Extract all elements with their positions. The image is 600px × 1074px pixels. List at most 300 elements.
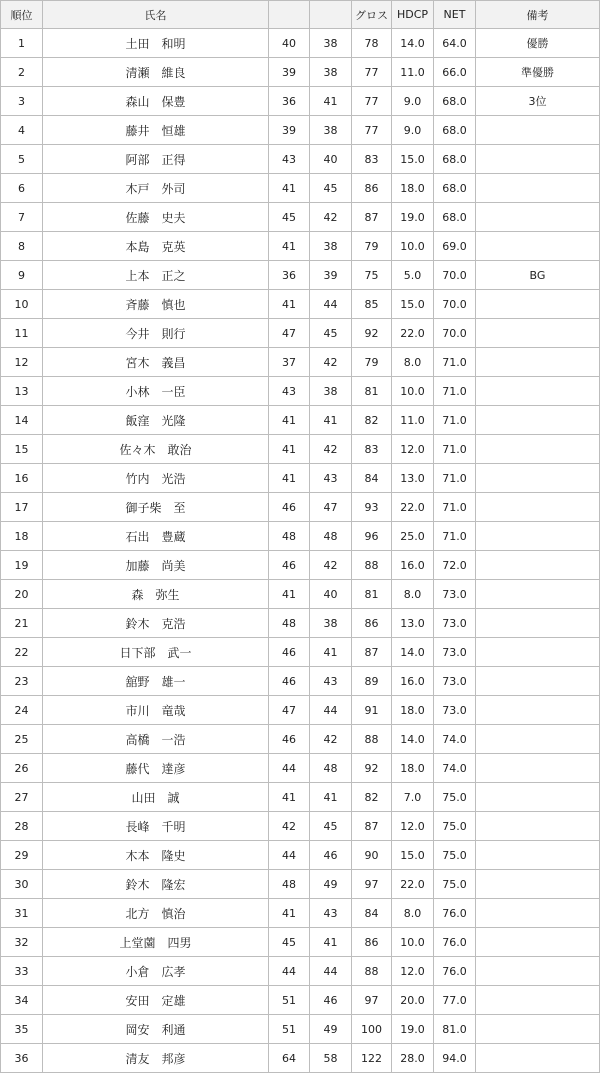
in-score-cell: 46 [310, 986, 352, 1015]
in-score-cell: 41 [310, 638, 352, 667]
net-cell: 81.0 [434, 1015, 476, 1044]
in-score-cell: 43 [310, 464, 352, 493]
out-score-cell: 48 [269, 609, 310, 638]
gross-cell: 92 [352, 754, 392, 783]
in-score-cell: 41 [310, 406, 352, 435]
table-row [1, 58, 600, 87]
out-score-cell: 44 [269, 841, 310, 870]
name-cell: 上堂薗 四男 [43, 928, 269, 957]
hdcp-cell: 20.0 [392, 986, 434, 1015]
notes-cell [476, 812, 600, 841]
rank-cell: 19 [1, 551, 43, 580]
out-score-cell: 41 [269, 435, 310, 464]
gross-cell: 77 [352, 116, 392, 145]
hdcp-cell: 15.0 [392, 290, 434, 319]
gross-cell: 84 [352, 464, 392, 493]
out-score-cell: 44 [269, 754, 310, 783]
net-cell: 68.0 [434, 203, 476, 232]
gross-cell: 86 [352, 609, 392, 638]
hdcp-cell: 14.0 [392, 725, 434, 754]
name-cell: 加藤 尚美 [43, 551, 269, 580]
hdcp-cell: 10.0 [392, 232, 434, 261]
notes-cell [476, 203, 600, 232]
in-score-cell: 40 [310, 145, 352, 174]
gross-cell: 88 [352, 725, 392, 754]
name-cell: 宮木 義昌 [43, 348, 269, 377]
notes-cell [476, 493, 600, 522]
rank-cell: 12 [1, 348, 43, 377]
gross-cell: 82 [352, 783, 392, 812]
table-row [1, 116, 600, 145]
hdcp-cell: 25.0 [392, 522, 434, 551]
name-cell: 小林 一臣 [43, 377, 269, 406]
rank-cell: 17 [1, 493, 43, 522]
hdcp-cell: 14.0 [392, 29, 434, 58]
name-cell: 土田 和明 [43, 29, 269, 58]
table-row [1, 1044, 600, 1073]
gross-cell: 96 [352, 522, 392, 551]
in-score-cell: 49 [310, 870, 352, 899]
table-header [1, 1, 600, 29]
hdcp-cell: 16.0 [392, 551, 434, 580]
table-row [1, 783, 600, 812]
hdcp-cell: 9.0 [392, 87, 434, 116]
in-score-cell: 45 [310, 319, 352, 348]
hdcp-cell: 22.0 [392, 493, 434, 522]
notes-cell [476, 435, 600, 464]
gross-cell: 122 [352, 1044, 392, 1073]
hdcp-cell: 7.0 [392, 783, 434, 812]
name-cell: 木戸 外司 [43, 174, 269, 203]
in-score-cell: 49 [310, 1015, 352, 1044]
rank-cell: 28 [1, 812, 43, 841]
header-notes: 備考 [476, 1, 600, 29]
in-score-cell: 48 [310, 522, 352, 551]
hdcp-cell: 8.0 [392, 580, 434, 609]
out-score-cell: 43 [269, 377, 310, 406]
gross-cell: 97 [352, 986, 392, 1015]
name-cell: 鈴木 克浩 [43, 609, 269, 638]
gross-cell: 91 [352, 696, 392, 725]
rank-cell: 11 [1, 319, 43, 348]
header-out [269, 1, 310, 29]
table-row [1, 87, 600, 116]
in-score-cell: 42 [310, 435, 352, 464]
hdcp-cell: 10.0 [392, 377, 434, 406]
rank-cell: 22 [1, 638, 43, 667]
hdcp-cell: 12.0 [392, 957, 434, 986]
net-cell: 75.0 [434, 812, 476, 841]
notes-cell: BG [476, 261, 600, 290]
in-score-cell: 41 [310, 928, 352, 957]
notes-cell [476, 986, 600, 1015]
net-cell: 69.0 [434, 232, 476, 261]
table-row [1, 522, 600, 551]
table-row [1, 957, 600, 986]
net-cell: 77.0 [434, 986, 476, 1015]
hdcp-cell: 28.0 [392, 1044, 434, 1073]
name-cell: 森 弥生 [43, 580, 269, 609]
gross-cell: 83 [352, 435, 392, 464]
table-row [1, 319, 600, 348]
gross-cell: 85 [352, 290, 392, 319]
out-score-cell: 47 [269, 696, 310, 725]
net-cell: 71.0 [434, 464, 476, 493]
out-score-cell: 41 [269, 899, 310, 928]
net-cell: 68.0 [434, 116, 476, 145]
name-cell: 清友 邦彦 [43, 1044, 269, 1073]
notes-cell [476, 551, 600, 580]
in-score-cell: 43 [310, 667, 352, 696]
table-row [1, 1015, 600, 1044]
net-cell: 73.0 [434, 609, 476, 638]
out-score-cell: 45 [269, 928, 310, 957]
table-row [1, 464, 600, 493]
notes-cell: 3位 [476, 87, 600, 116]
name-cell: 藤井 恒雄 [43, 116, 269, 145]
table-row [1, 986, 600, 1015]
gross-cell: 93 [352, 493, 392, 522]
rank-cell: 27 [1, 783, 43, 812]
in-score-cell: 42 [310, 203, 352, 232]
rank-cell: 30 [1, 870, 43, 899]
hdcp-cell: 12.0 [392, 435, 434, 464]
table-row [1, 638, 600, 667]
out-score-cell: 39 [269, 116, 310, 145]
hdcp-cell: 18.0 [392, 174, 434, 203]
out-score-cell: 44 [269, 957, 310, 986]
out-score-cell: 48 [269, 870, 310, 899]
in-score-cell: 44 [310, 696, 352, 725]
gross-cell: 88 [352, 957, 392, 986]
name-cell: 岡安 利通 [43, 1015, 269, 1044]
table-row [1, 29, 600, 58]
hdcp-cell: 9.0 [392, 116, 434, 145]
header-in [310, 1, 352, 29]
hdcp-cell: 15.0 [392, 841, 434, 870]
name-cell: 山田 誠 [43, 783, 269, 812]
table-row [1, 725, 600, 754]
net-cell: 73.0 [434, 696, 476, 725]
net-cell: 71.0 [434, 435, 476, 464]
in-score-cell: 38 [310, 377, 352, 406]
name-cell: 今井 則行 [43, 319, 269, 348]
gross-cell: 79 [352, 348, 392, 377]
out-score-cell: 46 [269, 551, 310, 580]
rank-cell: 35 [1, 1015, 43, 1044]
rank-cell: 36 [1, 1044, 43, 1073]
hdcp-cell: 12.0 [392, 812, 434, 841]
out-score-cell: 51 [269, 1015, 310, 1044]
gross-cell: 87 [352, 203, 392, 232]
hdcp-cell: 22.0 [392, 870, 434, 899]
out-score-cell: 47 [269, 319, 310, 348]
name-cell: 日下部 武一 [43, 638, 269, 667]
notes-cell [476, 899, 600, 928]
net-cell: 71.0 [434, 406, 476, 435]
rank-cell: 1 [1, 29, 43, 58]
notes-cell [476, 725, 600, 754]
in-score-cell: 47 [310, 493, 352, 522]
gross-cell: 82 [352, 406, 392, 435]
rank-cell: 15 [1, 435, 43, 464]
table-row [1, 841, 600, 870]
in-score-cell: 48 [310, 754, 352, 783]
net-cell: 73.0 [434, 667, 476, 696]
hdcp-cell: 19.0 [392, 1015, 434, 1044]
gross-cell: 100 [352, 1015, 392, 1044]
in-score-cell: 58 [310, 1044, 352, 1073]
table-row [1, 493, 600, 522]
in-score-cell: 39 [310, 261, 352, 290]
header-rank: 順位 [1, 1, 43, 29]
name-cell: 佐藤 史夫 [43, 203, 269, 232]
gross-cell: 84 [352, 899, 392, 928]
rank-cell: 4 [1, 116, 43, 145]
out-score-cell: 37 [269, 348, 310, 377]
net-cell: 76.0 [434, 899, 476, 928]
notes-cell [476, 638, 600, 667]
name-cell: 木本 隆史 [43, 841, 269, 870]
header-row [1, 1, 600, 29]
net-cell: 70.0 [434, 261, 476, 290]
notes-cell [476, 580, 600, 609]
out-score-cell: 43 [269, 145, 310, 174]
net-cell: 73.0 [434, 638, 476, 667]
net-cell: 71.0 [434, 348, 476, 377]
rank-cell: 29 [1, 841, 43, 870]
name-cell: 北方 慎治 [43, 899, 269, 928]
hdcp-cell: 22.0 [392, 319, 434, 348]
rank-cell: 10 [1, 290, 43, 319]
table-row [1, 145, 600, 174]
name-cell: 森山 保豊 [43, 87, 269, 116]
in-score-cell: 44 [310, 957, 352, 986]
rank-cell: 26 [1, 754, 43, 783]
notes-cell [476, 1015, 600, 1044]
hdcp-cell: 18.0 [392, 754, 434, 783]
gross-cell: 83 [352, 145, 392, 174]
hdcp-cell: 19.0 [392, 203, 434, 232]
gross-cell: 88 [352, 551, 392, 580]
table-row [1, 435, 600, 464]
out-score-cell: 41 [269, 406, 310, 435]
out-score-cell: 39 [269, 58, 310, 87]
notes-cell [476, 406, 600, 435]
header-net: NET [434, 1, 476, 29]
in-score-cell: 38 [310, 609, 352, 638]
name-cell: 安田 定雄 [43, 986, 269, 1015]
hdcp-cell: 16.0 [392, 667, 434, 696]
hdcp-cell: 18.0 [392, 696, 434, 725]
notes-cell [476, 841, 600, 870]
gross-cell: 75 [352, 261, 392, 290]
rank-cell: 8 [1, 232, 43, 261]
net-cell: 75.0 [434, 870, 476, 899]
gross-cell: 87 [352, 638, 392, 667]
name-cell: 飯窪 光隆 [43, 406, 269, 435]
name-cell: 清瀬 維良 [43, 58, 269, 87]
table-row [1, 696, 600, 725]
net-cell: 74.0 [434, 725, 476, 754]
in-score-cell: 38 [310, 232, 352, 261]
table-row [1, 609, 600, 638]
notes-cell [476, 522, 600, 551]
notes-cell [476, 116, 600, 145]
net-cell: 71.0 [434, 377, 476, 406]
out-score-cell: 46 [269, 638, 310, 667]
gross-cell: 92 [352, 319, 392, 348]
notes-cell [476, 783, 600, 812]
rank-cell: 3 [1, 87, 43, 116]
hdcp-cell: 13.0 [392, 464, 434, 493]
table-row [1, 261, 600, 290]
table-row [1, 406, 600, 435]
out-score-cell: 46 [269, 725, 310, 754]
rank-cell: 2 [1, 58, 43, 87]
in-score-cell: 46 [310, 841, 352, 870]
rank-cell: 25 [1, 725, 43, 754]
out-score-cell: 36 [269, 261, 310, 290]
gross-cell: 78 [352, 29, 392, 58]
rank-cell: 6 [1, 174, 43, 203]
out-score-cell: 41 [269, 464, 310, 493]
gross-cell: 89 [352, 667, 392, 696]
hdcp-cell: 11.0 [392, 58, 434, 87]
gross-cell: 97 [352, 870, 392, 899]
hdcp-cell: 15.0 [392, 145, 434, 174]
table-row [1, 290, 600, 319]
name-cell: 藤代 達彦 [43, 754, 269, 783]
hdcp-cell: 5.0 [392, 261, 434, 290]
net-cell: 71.0 [434, 522, 476, 551]
net-cell: 76.0 [434, 957, 476, 986]
hdcp-cell: 11.0 [392, 406, 434, 435]
out-score-cell: 51 [269, 986, 310, 1015]
name-cell: 上本 正之 [43, 261, 269, 290]
out-score-cell: 41 [269, 174, 310, 203]
rank-cell: 24 [1, 696, 43, 725]
net-cell: 70.0 [434, 290, 476, 319]
rank-cell: 32 [1, 928, 43, 957]
net-cell: 76.0 [434, 928, 476, 957]
name-cell: 石出 豊蔵 [43, 522, 269, 551]
name-cell: 阿部 正得 [43, 145, 269, 174]
gross-cell: 86 [352, 928, 392, 957]
hdcp-cell: 8.0 [392, 899, 434, 928]
table-row [1, 928, 600, 957]
rank-cell: 18 [1, 522, 43, 551]
net-cell: 71.0 [434, 493, 476, 522]
table-row [1, 348, 600, 377]
notes-cell [476, 609, 600, 638]
net-cell: 75.0 [434, 841, 476, 870]
in-score-cell: 42 [310, 551, 352, 580]
rank-cell: 31 [1, 899, 43, 928]
net-cell: 68.0 [434, 145, 476, 174]
net-cell: 72.0 [434, 551, 476, 580]
rank-cell: 16 [1, 464, 43, 493]
in-score-cell: 44 [310, 290, 352, 319]
in-score-cell: 41 [310, 783, 352, 812]
net-cell: 70.0 [434, 319, 476, 348]
in-score-cell: 38 [310, 58, 352, 87]
table-row [1, 203, 600, 232]
hdcp-cell: 13.0 [392, 609, 434, 638]
notes-cell [476, 754, 600, 783]
name-cell: 舘野 雄一 [43, 667, 269, 696]
hdcp-cell: 14.0 [392, 638, 434, 667]
header-gross: グロス [352, 1, 392, 29]
notes-cell [476, 319, 600, 348]
header-hdcp: HDCP [392, 1, 434, 29]
notes-cell [476, 667, 600, 696]
net-cell: 94.0 [434, 1044, 476, 1073]
out-score-cell: 36 [269, 87, 310, 116]
table-row [1, 551, 600, 580]
hdcp-cell: 10.0 [392, 928, 434, 957]
rank-cell: 14 [1, 406, 43, 435]
table-row [1, 377, 600, 406]
rank-cell: 13 [1, 377, 43, 406]
notes-cell [476, 377, 600, 406]
table-row [1, 812, 600, 841]
notes-cell: 準優勝 [476, 58, 600, 87]
out-score-cell: 41 [269, 290, 310, 319]
in-score-cell: 38 [310, 116, 352, 145]
notes-cell [476, 928, 600, 957]
net-cell: 68.0 [434, 87, 476, 116]
out-score-cell: 46 [269, 493, 310, 522]
in-score-cell: 45 [310, 174, 352, 203]
in-score-cell: 38 [310, 29, 352, 58]
header-name: 氏名 [43, 1, 269, 29]
table-row [1, 754, 600, 783]
name-cell: 小倉 広孝 [43, 957, 269, 986]
table-row [1, 580, 600, 609]
out-score-cell: 41 [269, 783, 310, 812]
table-row [1, 232, 600, 261]
out-score-cell: 48 [269, 522, 310, 551]
rank-cell: 21 [1, 609, 43, 638]
out-score-cell: 45 [269, 203, 310, 232]
net-cell: 75.0 [434, 783, 476, 812]
in-score-cell: 43 [310, 899, 352, 928]
in-score-cell: 41 [310, 87, 352, 116]
name-cell: 鈴木 隆宏 [43, 870, 269, 899]
out-score-cell: 64 [269, 1044, 310, 1073]
name-cell: 御子柴 至 [43, 493, 269, 522]
gross-cell: 77 [352, 58, 392, 87]
gross-cell: 81 [352, 377, 392, 406]
table-body [1, 29, 600, 1073]
name-cell: 高橋 一浩 [43, 725, 269, 754]
notes-cell [476, 957, 600, 986]
name-cell: 長峰 千明 [43, 812, 269, 841]
notes-cell [476, 290, 600, 319]
net-cell: 73.0 [434, 580, 476, 609]
rank-cell: 5 [1, 145, 43, 174]
net-cell: 64.0 [434, 29, 476, 58]
gross-cell: 87 [352, 812, 392, 841]
notes-cell [476, 174, 600, 203]
table-row [1, 870, 600, 899]
gross-cell: 90 [352, 841, 392, 870]
notes-cell [476, 348, 600, 377]
gross-cell: 86 [352, 174, 392, 203]
in-score-cell: 40 [310, 580, 352, 609]
table-row [1, 174, 600, 203]
